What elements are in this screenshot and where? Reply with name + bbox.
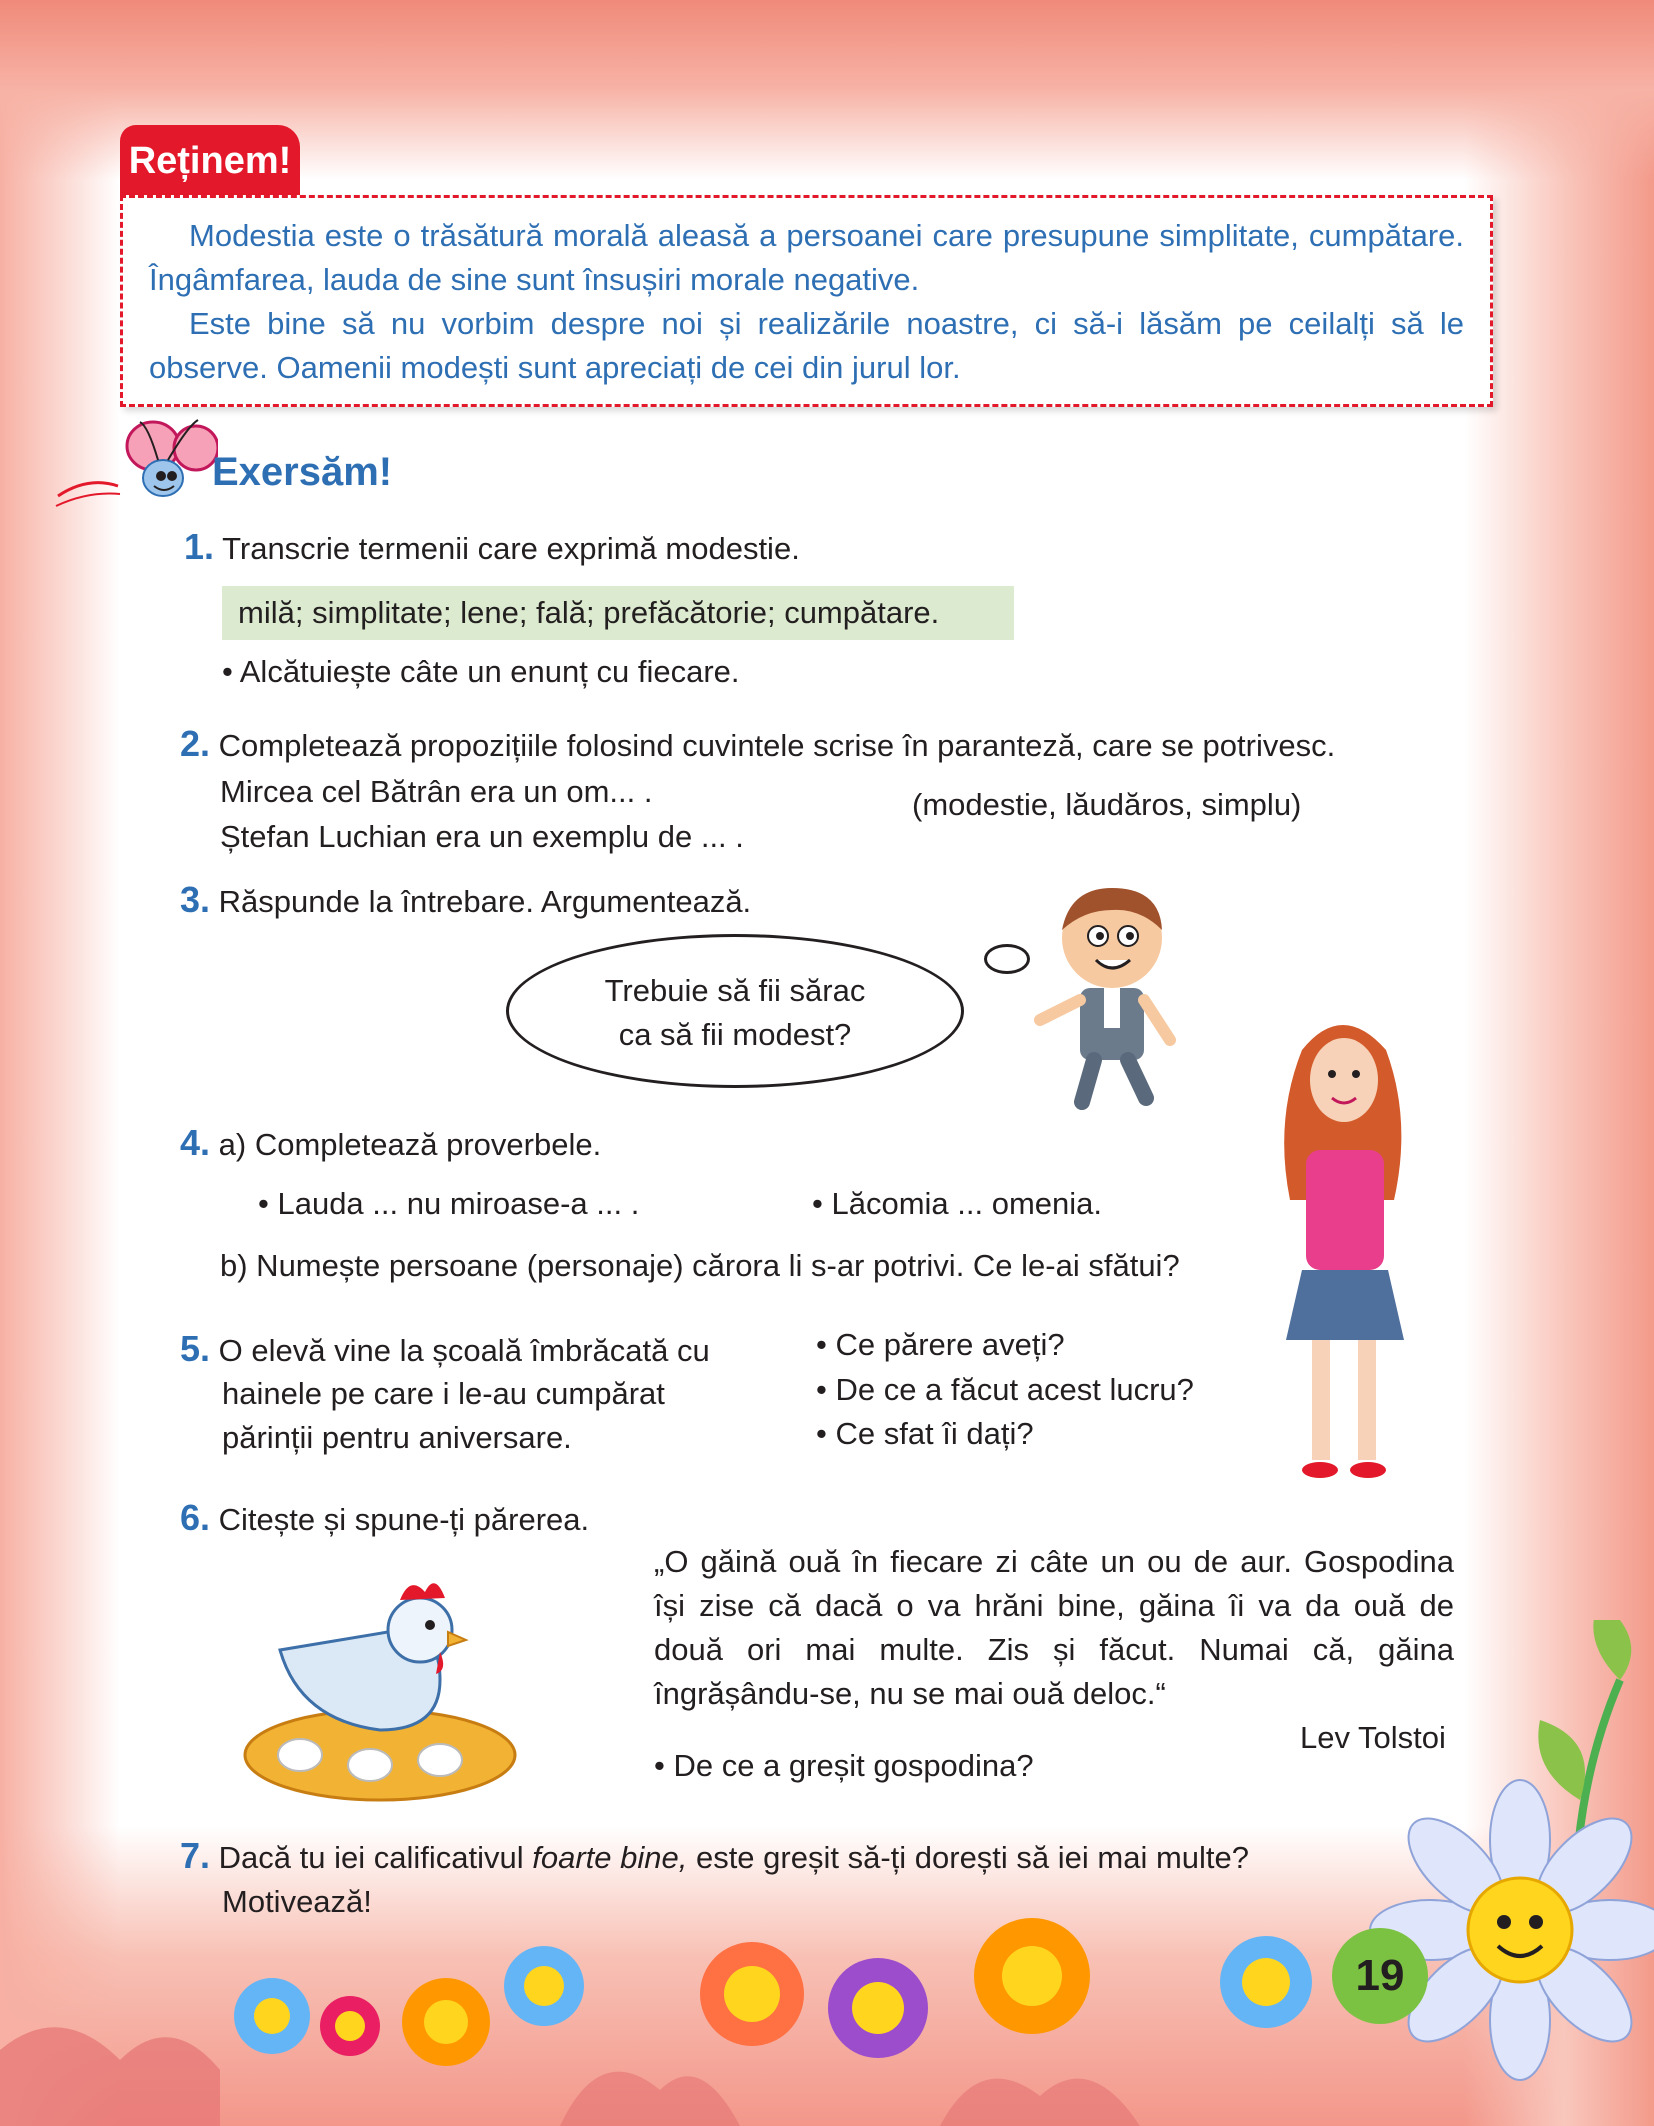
proverb-2: • Lăcomia ... omenia. (812, 1186, 1102, 1221)
exercise-6-bullet: • De ce a greșit gospodina? (654, 1748, 1034, 1783)
retinem-tag: Reținem! (120, 125, 300, 197)
bubble-line-1: Trebuie să fii sărac (604, 973, 866, 1008)
word-list: milă; simplitate; lene; fală; prefăcătorie; cumpătare. (238, 595, 940, 630)
retinem-paragraph-1: Modestia este o trăsătură morală aleasă a persoanei care presupune simplitate, cumpătare. Îngâmfarea, lauda de sine sunt însușiri morale negative. (149, 218, 1464, 297)
exercise-1-text: Transcrie termenii care exprimă modestie. (222, 531, 800, 566)
exercise-1-number: 1. (184, 526, 215, 567)
exercise-7-text-post: este greșit să-ți dorești să iei mai multe? (687, 1840, 1250, 1875)
page-number: 19 (1332, 1928, 1428, 2024)
fable-quote: „O găină ouă în fiecare zi câte un ou de aur. Gospodina își zise că dacă o va hrăni bine, găina îi va da ouă de două ori mai multe. Zis și făcut. Numai că, găina îngrășându-se, nu se mai ouă deloc.“ (654, 1544, 1454, 1711)
flowers-decoration (0, 1620, 1654, 2126)
girl-illustration (1262, 1010, 1422, 1490)
exercise-4-number: 4. (180, 1122, 211, 1163)
exercise-7-text-pre: Dacă tu iei calificativul (218, 1840, 533, 1875)
exercise-4-a: a) Completează proverbele. (218, 1127, 602, 1162)
exercise-7-emphasis: foarte bine, (532, 1840, 688, 1875)
exercise-5-line-2: hainele pe care i le-au cumpărat (222, 1376, 665, 1411)
exercise-2-line-2: Ștefan Luchian era un exemplu de ... . (220, 819, 744, 854)
exercise-6-text: Citește și spune-ți părerea. (218, 1502, 590, 1537)
exercise-5-question-3: • Ce sfat îi dați? (816, 1416, 1034, 1451)
exercise-5-question-1: • Ce părere aveți? (816, 1327, 1065, 1362)
exercise-2-text: Completează propozițiile folosind cuvintele scrise în paranteză, care se potrivesc. (218, 728, 1336, 763)
retinem-box (120, 195, 1493, 407)
boy-illustration (1020, 880, 1190, 1110)
exercise-1-bullet: • Alcătuiește câte un enunț cu fiecare. (222, 654, 740, 689)
proverb-1: • Lauda ... nu miroase-a ... . (258, 1186, 640, 1221)
exercise-7-line-2: Motivează! (222, 1884, 372, 1919)
exercise-3-text: Răspunde la întrebare. Argumentează. (218, 884, 752, 919)
fable-author: Lev Tolstoi (1300, 1720, 1446, 1755)
exercise-7-number: 7. (180, 1835, 211, 1876)
exercise-4-b: b) Numește persoane (personaje) cărora li s-ar potrivi. Ce le-ai sfătui? (220, 1248, 1180, 1283)
exercise-5-number: 5. (180, 1328, 211, 1369)
exercise-5-question-2: • De ce a făcut acest lucru? (816, 1372, 1194, 1407)
exercise-2-number: 2. (180, 723, 211, 764)
retinem-paragraph-2: Este bine să nu vorbim despre noi și realizările noastre, ci să-i lăsăm pe ceilalți să le observe. Oamenii modești sunt apreciați de cei din jurul lor. (149, 306, 1464, 385)
exercise-5-line-3: părinții pentru aniversare. (222, 1420, 572, 1455)
exercise-6-number: 6. (180, 1497, 211, 1538)
exercise-3-number: 3. (180, 879, 211, 920)
exercise-5-line-1: O elevă vine la școală îmbrăcată cu (218, 1333, 710, 1368)
bubble-line-2: ca să fii modest? (618, 1017, 852, 1052)
exercise-2-line-1: Mircea cel Bătrân era un om... . (220, 774, 653, 809)
exercise-2-options: (modestie, lăudăros, simplu) (912, 787, 1302, 822)
butterfly-icon (48, 416, 218, 526)
exersam-title: Exersăm! (212, 450, 393, 494)
